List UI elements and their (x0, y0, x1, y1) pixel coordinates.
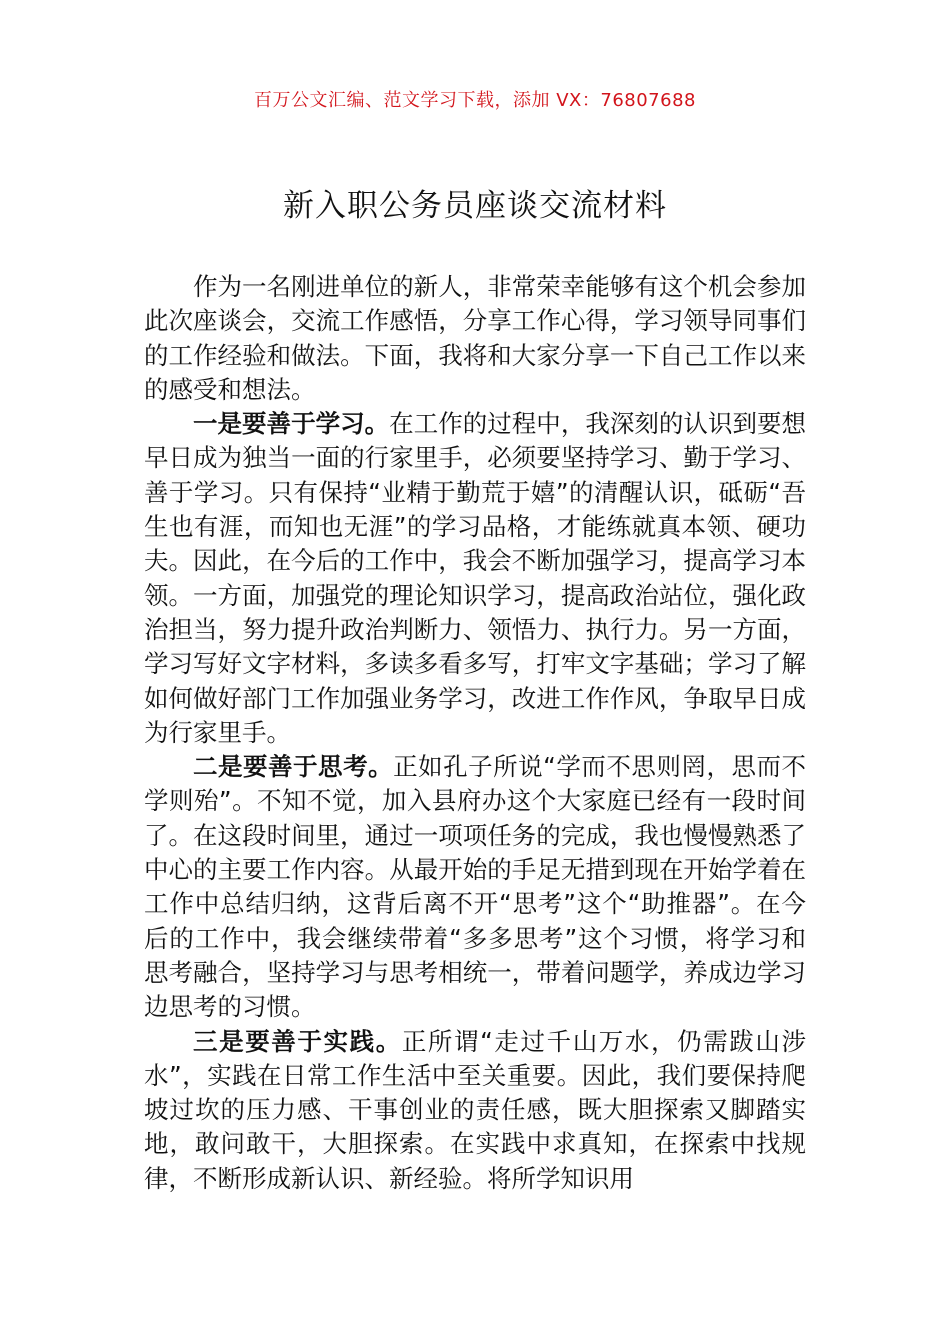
paragraph-text: 作为一名刚进单位的新人，非常荣幸能够有这个机会参加此次座谈会，交流工作感悟，分享工作心得，学习领导同事们的工作经验和做法。下面，我将和大家分享一下自己工作以来的感受和想法。 (144, 272, 806, 404)
header-watermark-note: 百万公文汇编、范文学习下载，添加 VX：76807688 (254, 90, 696, 111)
paragraph-lead: 三是要善于实践。 (193, 1026, 402, 1056)
paragraph-text: 正如孔子所说“学而不思则罔，思而不学则殆”。不知不觉，加入县府办这个大家庭已经有一段时间了。在这段时间里，通过一项项任务的完成，我也慢慢熟悉了中心的主要工作内容。从最开始的手足无措到现在开始学着在工作中总结归纳，这背后离不开“思考”这个“助推器”。在今后的工作中，我会继续带着“多多思考”这个习惯，将学习和思考融合，坚持学习与思考相统一，带着问题学，养成边学习边思考的习惯。 (144, 752, 806, 1022)
paragraph-lead: 二是要善于思考。 (193, 752, 394, 782)
paragraph-practice (144, 1025, 806, 1196)
document-body (144, 270, 806, 1196)
paragraph-intro (144, 270, 806, 407)
paragraph-text: 在工作的过程中，我深刻的认识到要想早日成为独当一面的行家里手，必须要坚持学习、勤于学习、善于学习。只有保持“业精于勤荒于嬉”的清醒认识，砥砺“吾生也有涯，而知也无涯”的学习品格，才能练就真本领、硬功夫。因此，在今后的工作中，我会不断加强学习，提高学习本领。一方面，加强党的理论知识学习，提高政治站位，强化政治担当，努力提升政治判断力、领悟力、执行力。另一方面，学习写好文字材料，多读多看多写，打牢文字基础；学习了解如何做好部门工作加强业务学习，改进工作作风，争取早日成为行家里手。 (144, 409, 807, 747)
paragraph-text: 正所谓“走过千山万水，仍需跋山涉水”，实践在日常工作生活中至关重要。因此，我们要保持爬坡过坎的压力感、干事创业的责任感，既大胆探索又脚踏实地，敢问敢干，大胆探索。在实践中求真知，在探索中找规律，不断形成新认识、新经验。将所学知识用 (144, 1026, 807, 1193)
paragraph-study (144, 407, 806, 750)
paragraph-lead: 一是要善于学习。 (193, 409, 390, 439)
paragraph-think (144, 750, 806, 1024)
document-title: 新入职公务员座谈交流材料 (283, 188, 667, 224)
